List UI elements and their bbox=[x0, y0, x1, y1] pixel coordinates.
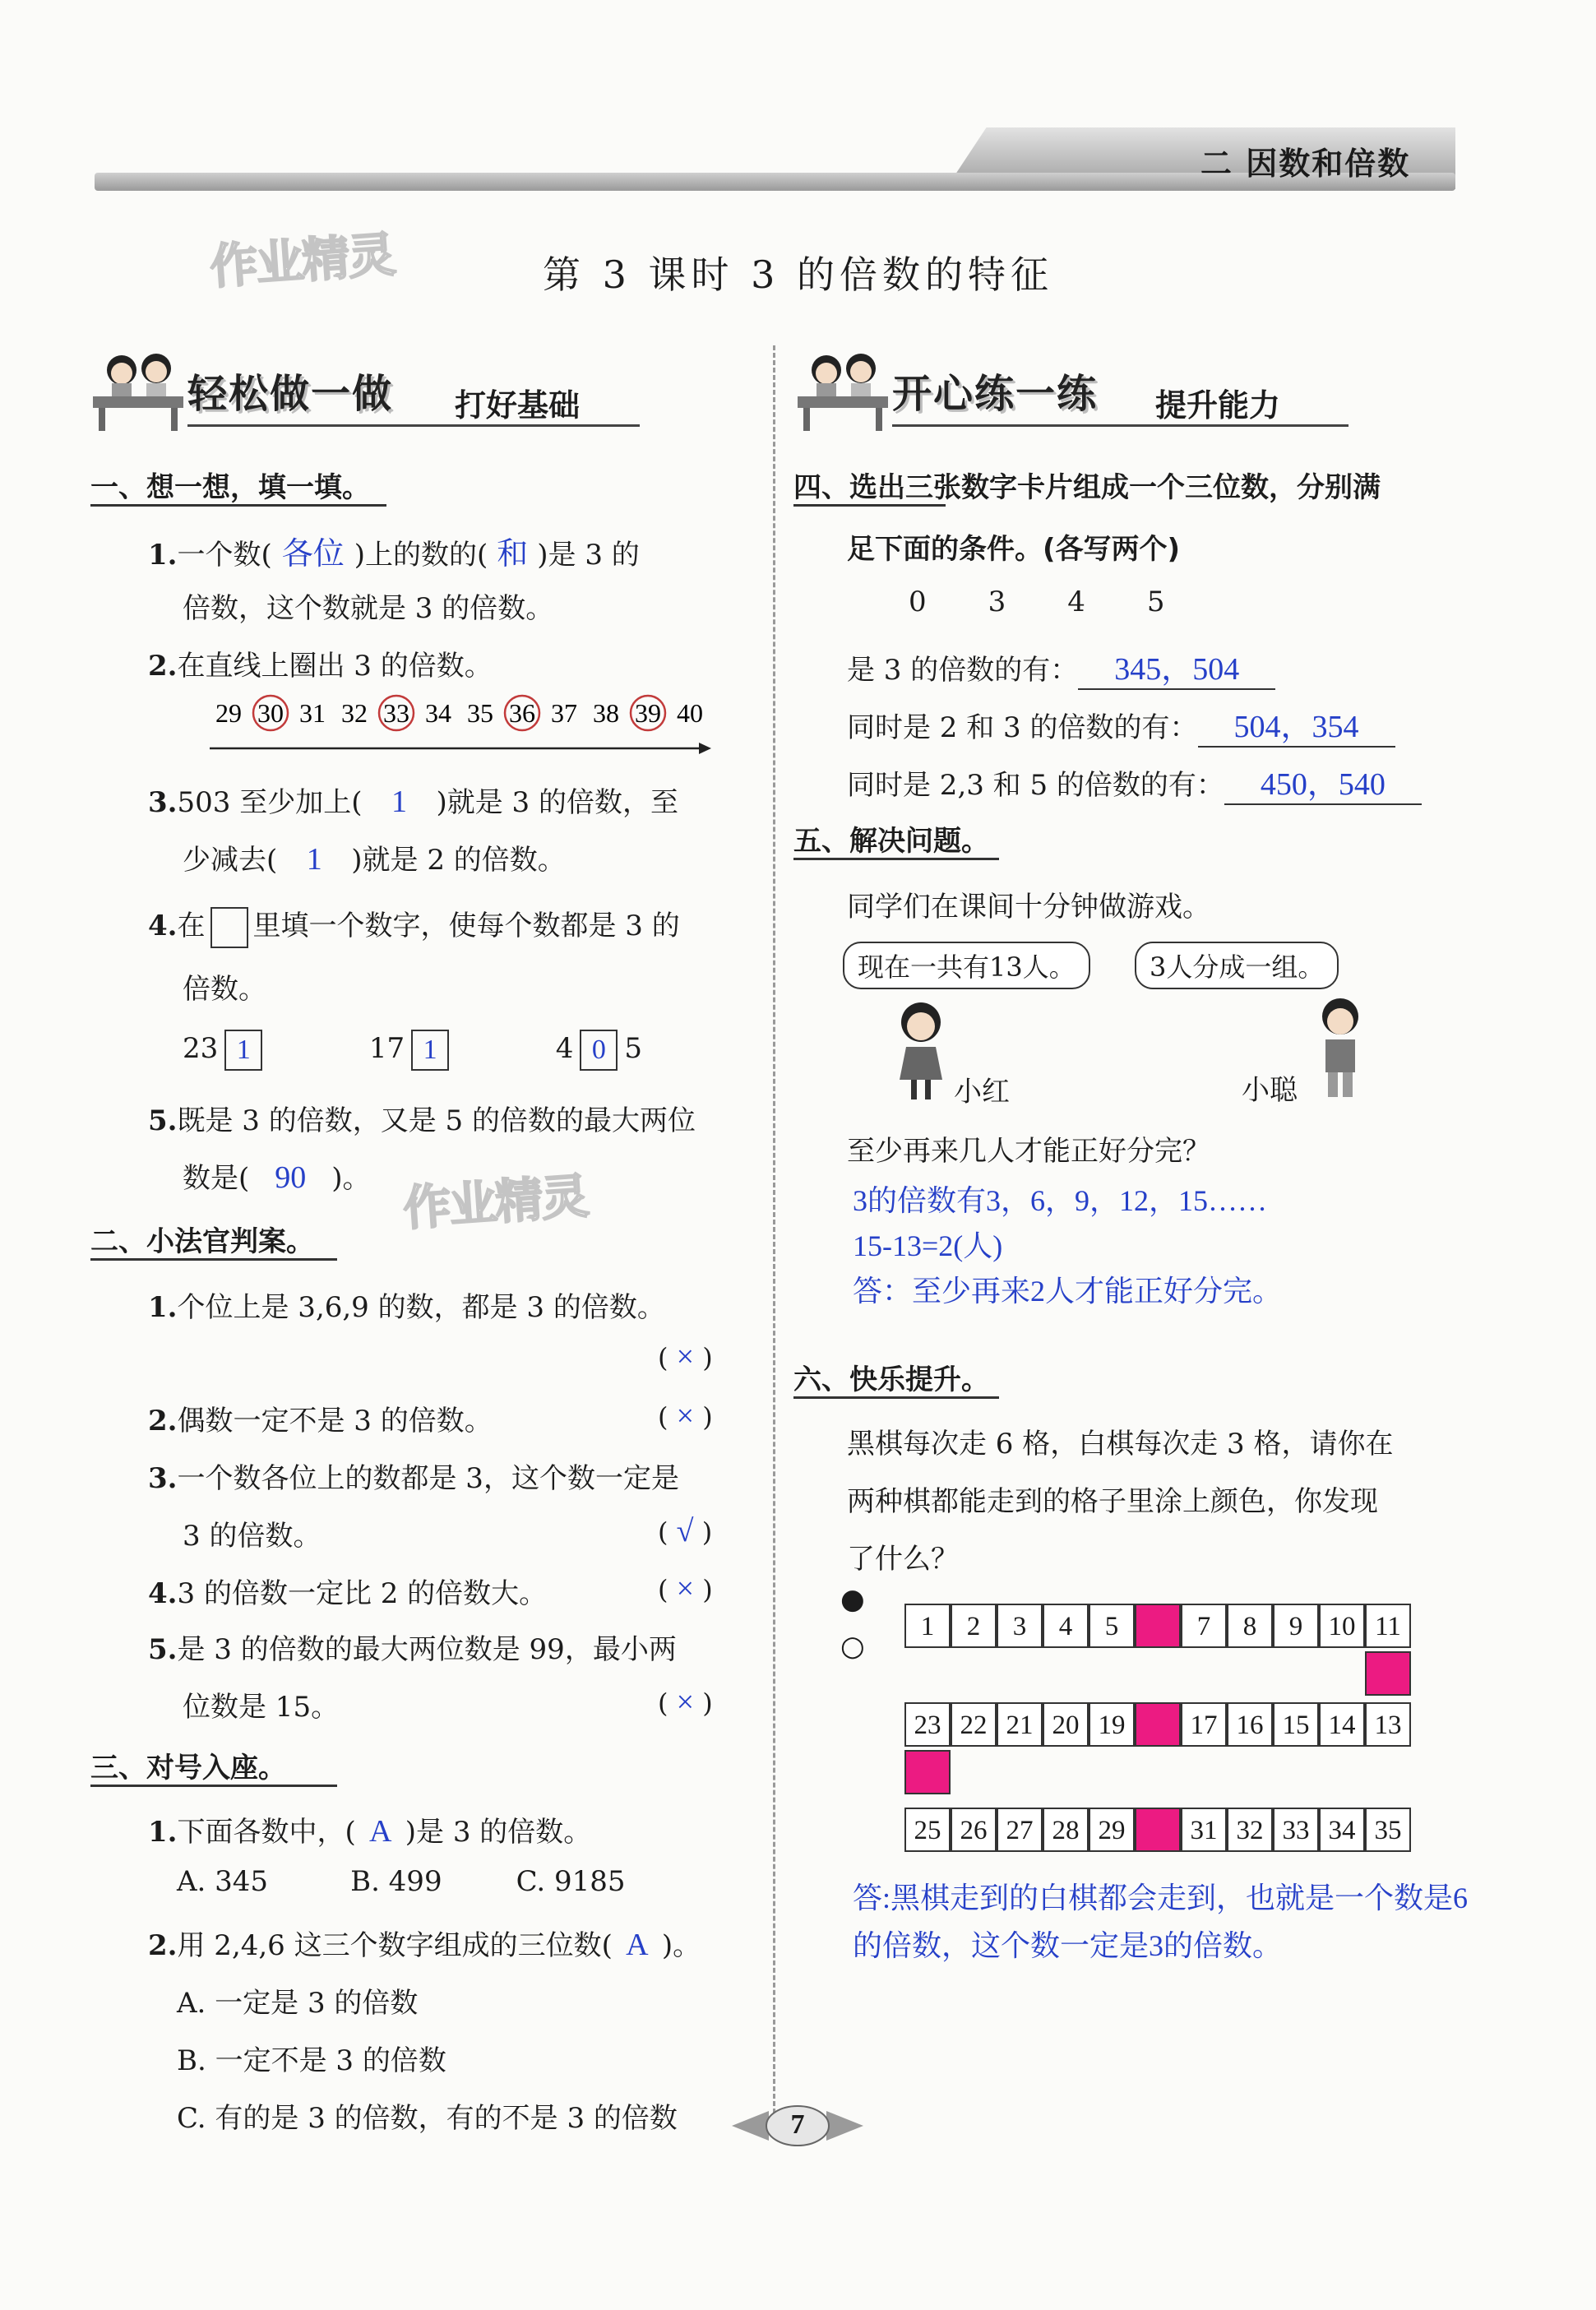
s6-text-1: 黑棋每次走 6 格，白棋每次走 3 格，请你在 bbox=[847, 1428, 1394, 1461]
s5-intro: 同学们在课间十分钟做游戏。 bbox=[847, 891, 1210, 924]
judge-mark-1: ( × ) bbox=[658, 1340, 713, 1374]
s1-q2: 2.在直线上圈出 3 的倍数。 bbox=[148, 650, 493, 683]
section3-heading: 三、对号入座。 bbox=[90, 1745, 286, 1785]
number-cards: 0 3 4 5 bbox=[909, 586, 1165, 618]
answer-text: A bbox=[369, 1814, 392, 1849]
grid-cell: 22 bbox=[951, 1702, 997, 1747]
grid-cell: 20 bbox=[1043, 1702, 1089, 1747]
left-banner bbox=[89, 345, 640, 432]
page-number: 7 bbox=[790, 2109, 805, 2140]
grid-cell: 27 bbox=[997, 1808, 1043, 1852]
watermark: 作业精灵 bbox=[401, 1168, 590, 1237]
judge-item-5-line2: 位数是 15。 bbox=[183, 1691, 340, 1724]
judge-item-3-line2: 3 的倍数。 bbox=[183, 1520, 322, 1553]
grid-cell: 11 bbox=[1365, 1604, 1411, 1648]
grid-cell: 13 bbox=[1365, 1702, 1411, 1747]
grid-cell-colored bbox=[1365, 1651, 1411, 1696]
answer-text: 和 bbox=[497, 537, 529, 572]
s3-q1: 1.下面各数中，( A )是 3 的倍数。 bbox=[148, 1814, 592, 1849]
column-divider bbox=[773, 345, 775, 2113]
number-line bbox=[206, 691, 715, 765]
black-piece-icon: ● bbox=[840, 1583, 865, 1616]
judge-item-3: 3.一个数各位上的数都是 3，这个数一定是 bbox=[148, 1462, 679, 1495]
section1-heading: 一、想一想，填一填。 bbox=[90, 465, 370, 505]
banner-main-text: 开心练一练 bbox=[892, 371, 1099, 417]
unit-title: 二 因数和倍数 bbox=[1200, 145, 1411, 182]
grid-cell: 26 bbox=[951, 1808, 997, 1852]
number-line-label: 33 bbox=[383, 698, 409, 728]
number-line-label: 34 bbox=[425, 698, 451, 728]
s1-q1-line2: 倍数，这个数就是 3 的倍数。 bbox=[183, 592, 554, 625]
number-line-label: 38 bbox=[593, 698, 619, 728]
watermark: 作业精灵 bbox=[208, 226, 396, 295]
students-icon bbox=[89, 345, 187, 432]
s3-q2-option-c: C. 有的是 3 的倍数，有的不是 3 的倍数 bbox=[177, 2102, 678, 2135]
s6-answer-1: 答:黑棋走到的白棋都会走到，也就是一个数是6 bbox=[853, 1882, 1469, 1914]
grid-cell: 25 bbox=[904, 1808, 951, 1852]
answer-text: 1 bbox=[391, 785, 407, 819]
grid-cell: 28 bbox=[1043, 1808, 1089, 1852]
s1-q3-line1: 3.503 至少加上( 1 )就是 3 的倍数，至 bbox=[148, 785, 678, 819]
grid-cell: 2 bbox=[951, 1604, 997, 1648]
number-line-label: 39 bbox=[635, 698, 661, 728]
grid-cell: 32 bbox=[1227, 1808, 1273, 1852]
s6-text-2: 两种棋都能走到的格子里涂上颜色，你发现 bbox=[847, 1485, 1378, 1518]
grid-cell: 1 bbox=[904, 1604, 951, 1648]
answer-text: 345，504 bbox=[1078, 643, 1275, 690]
section4-heading: 四、选出三张数字卡片组成一个三位数，分别满 bbox=[793, 465, 1381, 505]
number-line-label: 32 bbox=[341, 698, 368, 728]
grid-cell-colored bbox=[904, 1750, 951, 1794]
condition-row-3: 同时是 2,3 和 5 的倍数的有： 450，540 bbox=[847, 758, 1422, 805]
s3-q2: 2.用 2,4,6 这三个数字组成的三位数( A )。 bbox=[148, 1928, 701, 1962]
grid-cell: 17 bbox=[1181, 1702, 1227, 1747]
answer-box: 0 bbox=[580, 1030, 618, 1071]
judge-mark-2: ( × ) bbox=[658, 1399, 713, 1433]
answer-text: 90 bbox=[275, 1160, 307, 1195]
answer-box: 1 bbox=[411, 1030, 449, 1071]
empty-box bbox=[210, 907, 248, 948]
grid-cell: 31 bbox=[1181, 1808, 1227, 1852]
s3-q2-option-a: A. 一定是 3 的倍数 bbox=[177, 1987, 419, 2020]
answer-text: A bbox=[626, 1928, 649, 1962]
right-banner bbox=[793, 345, 1353, 432]
grid-cell-colored bbox=[1135, 1808, 1181, 1852]
number-line-label: 29 bbox=[215, 698, 242, 728]
s1-q3-line2: 少减去( 1 )就是 2 的倍数。 bbox=[183, 842, 566, 877]
grid-cell: 23 bbox=[904, 1702, 951, 1747]
s5-answer-2: 15-13=2(人) bbox=[853, 1229, 1003, 1262]
grid-cell: 35 bbox=[1365, 1808, 1411, 1852]
condition-row-2: 同时是 2 和 3 的倍数的有： 504，354 bbox=[847, 701, 1395, 748]
judge-mark-4: ( × ) bbox=[658, 1572, 713, 1606]
grid-cell: 15 bbox=[1273, 1702, 1319, 1747]
grid-cell: 21 bbox=[997, 1702, 1043, 1747]
answer-box: 1 bbox=[224, 1030, 262, 1071]
condition-row-1: 是 3 的倍数的有： 345，504 bbox=[847, 643, 1275, 690]
s1-q5-line1: 5.既是 3 的倍数，又是 5 的倍数的最大两位 bbox=[148, 1104, 696, 1137]
s5-question: 至少再来几人才能正好分完？ bbox=[847, 1135, 1210, 1168]
number-line-label: 35 bbox=[467, 698, 493, 728]
number-line-label: 36 bbox=[509, 698, 535, 728]
banner-sub-text: 打好基础 bbox=[455, 387, 581, 424]
judge-mark-3: ( √ ) bbox=[658, 1514, 713, 1548]
speech-bubble-2: 3人分成一组。 bbox=[1135, 942, 1339, 989]
judge-item-5: 5.是 3 的倍数的最大两位数是 99，最小两 bbox=[148, 1633, 677, 1666]
s3-q2-option-b: B. 一定不是 3 的倍数 bbox=[177, 2044, 446, 2077]
banner-underline bbox=[892, 424, 1349, 427]
number-line-label: 30 bbox=[257, 698, 284, 728]
speech-bubble-1: 现在一共有13人。 bbox=[843, 942, 1090, 989]
banner-sub-text: 提升能力 bbox=[1155, 387, 1281, 424]
grid-cell-colored bbox=[1135, 1702, 1181, 1747]
judge-mark-5: ( × ) bbox=[658, 1685, 713, 1720]
section6-heading: 六、快乐提升。 bbox=[793, 1357, 989, 1397]
grid-cell-colored bbox=[1135, 1604, 1181, 1648]
banner-main-text: 轻松做一做 bbox=[187, 371, 394, 417]
white-piece-icon: ○ bbox=[840, 1630, 865, 1663]
judge-item-4: 4.3 的倍数一定比 2 的倍数大。 bbox=[148, 1577, 548, 1610]
grid-cell: 9 bbox=[1273, 1604, 1319, 1648]
answer-text: 450，540 bbox=[1224, 758, 1422, 805]
section4-heading-line2: 足下面的条件。(各写两个) bbox=[847, 533, 1181, 566]
name-xiaohong: 小红 bbox=[954, 1076, 1010, 1109]
s5-answer-3: 答：至少再来2人才能正好分完。 bbox=[853, 1275, 1283, 1308]
answer-text: 1 bbox=[306, 842, 322, 877]
answer-text: 504，354 bbox=[1198, 701, 1395, 748]
grid-cell: 16 bbox=[1227, 1702, 1273, 1747]
grid-cell: 5 bbox=[1089, 1604, 1135, 1648]
boy-icon bbox=[1307, 995, 1373, 1102]
number-line-label: 31 bbox=[299, 698, 326, 728]
page-title: 第 3 课时 3 的倍数的特征 bbox=[542, 252, 1054, 297]
s1-q5-line2: 数是( 90 )。 bbox=[183, 1160, 371, 1195]
number-line-label: 37 bbox=[551, 698, 577, 728]
number-line-label: 40 bbox=[677, 698, 703, 728]
name-xiaocong: 小聪 bbox=[1242, 1074, 1298, 1107]
section2-heading: 二、小法官判案。 bbox=[90, 1219, 314, 1259]
grid-cell: 7 bbox=[1181, 1604, 1227, 1648]
s3-q1-options: A. 345 B. 499 C. 9185 bbox=[177, 1865, 626, 1898]
s1-q4-line1: 4.在 里填一个数字，使每个数都是 3 的 bbox=[148, 903, 680, 948]
grid-cell: 29 bbox=[1089, 1808, 1135, 1852]
s5-answer-1: 3的倍数有3，6，9，12，15…… bbox=[853, 1184, 1268, 1217]
students-icon bbox=[793, 345, 892, 432]
grid-cell: 19 bbox=[1089, 1702, 1135, 1747]
s1-q4-line2: 倍数。 bbox=[183, 973, 266, 1006]
answer-text: 各位 bbox=[281, 537, 345, 572]
grid-cell: 34 bbox=[1319, 1808, 1365, 1852]
section5-heading: 五、解决问题。 bbox=[793, 818, 989, 859]
judge-item-1: 1.个位上是 3,6,9 的数，都是 3 的倍数。 bbox=[148, 1291, 665, 1324]
grid-cell: 4 bbox=[1043, 1604, 1089, 1648]
grid-cell: 10 bbox=[1319, 1604, 1365, 1648]
s1-q4-items: 23 1 17 1 4 0 5 bbox=[183, 1030, 642, 1071]
grid-cell: 8 bbox=[1227, 1604, 1273, 1648]
grid-cell: 3 bbox=[997, 1604, 1043, 1648]
s6-answer-2: 的倍数，这个数一定是3的倍数。 bbox=[853, 1929, 1283, 1962]
girl-icon bbox=[888, 999, 954, 1106]
grid-cell: 33 bbox=[1273, 1808, 1319, 1852]
banner-underline bbox=[187, 424, 640, 427]
s6-text-3: 了什么？ bbox=[847, 1543, 959, 1576]
grid-cell: 14 bbox=[1319, 1702, 1365, 1747]
s1-q1-line1: 1.一个数( 各位 )上的数的( 和 )是 3 的 bbox=[148, 528, 640, 573]
judge-item-2: 2.偶数一定不是 3 的倍数。 bbox=[148, 1405, 493, 1437]
